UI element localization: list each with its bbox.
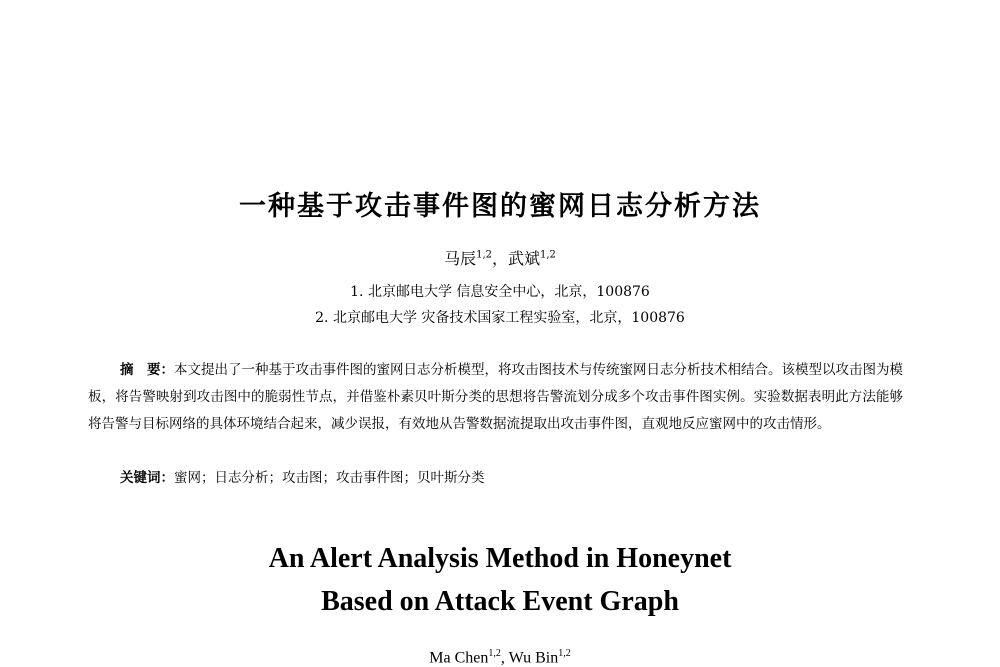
chinese-authors: [0, 246, 1000, 269]
english-author-separator: ,: [500, 649, 509, 667]
abstract-block: [88, 357, 903, 438]
affiliation-1: 1. 北京邮电大学 信息安全中心，北京，100876: [350, 284, 650, 300]
affiliation-2: 2. 北京邮电大学 灾备技术国家工程实验室，北京，100876: [315, 310, 685, 326]
english-author-1-affiliation-mark: 1,2: [488, 648, 501, 659]
english-author-2-name: Wu Bin: [508, 649, 559, 667]
english-title-line-2: Based on Attack Event Graph: [321, 586, 679, 617]
author-2-affiliation-mark: 1,2: [540, 249, 556, 261]
keywords-text: 蜜网；日志分析；攻击图；攻击事件图；贝叶斯分类: [174, 470, 485, 486]
english-authors: [0, 648, 1000, 667]
abstract-text: 本文提出了一种基于攻击事件图的蜜网日志分析模型，将攻击图技术与传统蜜网日志分析技术相结合。该模型以攻击图为模板，将告警映射到攻击图中的脆弱性节点，并借鉴朴素贝叶斯分类的思想将告警流划分成多个攻击事件图实例。实验数据表明此方法能够将告警与目标网络的具体环境结合起来，减少误报，有效地从告警数据流提取出攻击事件图，直观地反应蜜网中的攻击情形。: [88, 362, 903, 432]
english-author-2-affiliation-mark: 1,2: [558, 648, 571, 659]
author-1-name: 马辰: [444, 249, 477, 268]
author-separator: ，: [491, 249, 508, 268]
english-author-1-name: Ma Chen: [429, 649, 489, 667]
author-2-name: 武斌: [508, 249, 541, 268]
english-title-line-1: An Alert Analysis Method in Honeynet: [268, 543, 732, 574]
keywords-label: 关键词：: [120, 470, 174, 486]
author-1-affiliation-mark: 1,2: [476, 249, 492, 261]
keywords-line: [120, 466, 485, 486]
chinese-title: 一种基于攻击事件图的蜜网日志分析方法: [239, 191, 761, 222]
abstract-label: 摘 要：: [120, 362, 174, 378]
